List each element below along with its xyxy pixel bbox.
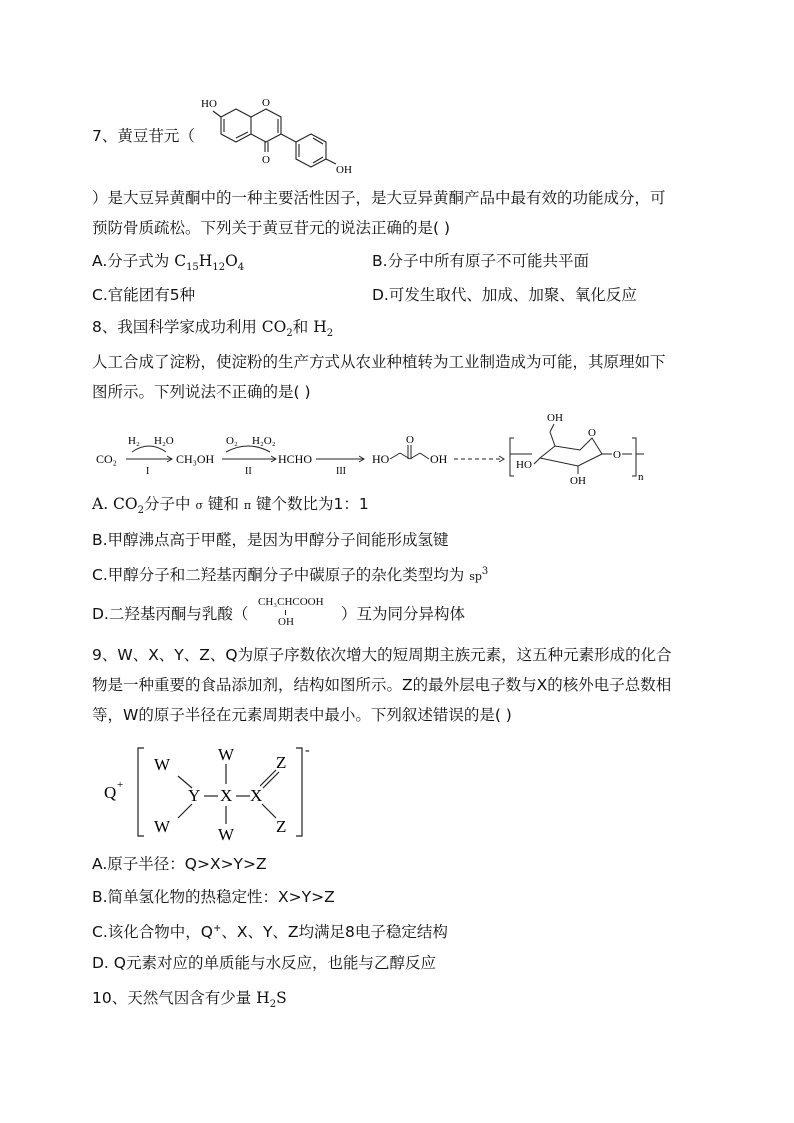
atom-w2: W — [154, 817, 171, 836]
q9-option-b: B.简单氢化物的热稳定性：X>Y>Z — [92, 888, 335, 906]
mol-ho-left: HO — [201, 98, 217, 110]
q8-option-c: C.甲醇分子和二羟基丙酮分子中碳原子的杂化类型均为 $sp^3$ — [92, 566, 489, 585]
scheme-ch3oh: CH₃OH — [176, 452, 215, 466]
q7-text-line2: 预防骨质疏松。下列关于黄豆苷元的说法正确的是( ) — [92, 219, 451, 237]
lactic-acid-formula: CH₃CHCOOH OH — [258, 596, 324, 628]
scheme-link-o: O — [613, 449, 621, 461]
q7-option-a: A.分子式为 $C_{15}H_{12}O_4$ — [92, 252, 245, 274]
atom-x1: X — [220, 786, 233, 805]
scheme-ho-left: HO — [372, 452, 390, 466]
scheme-step3: III — [336, 466, 346, 477]
q8-option-a: A. $CO_2$分子中 σ 键和 π 键个数比为1：1 — [92, 495, 369, 517]
q9-option-c: C.该化合物中，Q+、X、Y、Z均满足8电子稳定结构 — [92, 923, 448, 942]
atom-y: Y — [188, 786, 201, 805]
q9-line1: 9、W、X、Y、Z、Q为原子序数依次增大的短周期主族元素，这五种元素形成的化合 — [92, 646, 672, 664]
q8-line2: 人工合成了淀粉，使淀粉的生产方式从农业种植转为工业制造成为可能，其原理如下 — [92, 353, 666, 371]
scheme-h2o: H₂O — [154, 435, 174, 447]
mol-keto-o: O — [262, 154, 270, 166]
scheme-h2: H₂ — [128, 435, 140, 447]
atom-x2: X — [250, 786, 263, 805]
scheme-hcho: HCHO — [278, 452, 313, 466]
scheme-n: n — [638, 471, 644, 483]
atom-w1: W — [154, 755, 171, 774]
cation-charge: + — [117, 779, 124, 791]
scheme-oh-right: OH — [430, 452, 448, 466]
formula: $C_{15}H_{12}O_4$ — [174, 252, 245, 274]
starch-synthesis-scheme — [92, 408, 712, 488]
scheme-keto-o: O — [406, 434, 414, 446]
q9-structure — [100, 740, 320, 844]
q9-line3: 等，W的原子半径在元素周期表中最小。下列叙述错误的是( ) — [92, 706, 512, 724]
atom-w3: W — [218, 745, 235, 764]
q10-line1: 10、天然气因含有少量 $H_2S$ — [92, 989, 287, 1011]
scheme-step1: I — [146, 466, 150, 477]
q7-option-c: C.官能团有5种 — [92, 286, 196, 304]
mol-oh-right: OH — [336, 164, 352, 176]
q8-option-d: D.二羟基丙酮与乳酸（ — [92, 605, 249, 623]
q9-option-a: A.原子半径：Q>X>Y>Z — [92, 855, 267, 873]
scheme-oh-top: OH — [547, 412, 563, 424]
q7-option-d: D.可发生取代、加成、加聚、氧化反应 — [372, 286, 637, 304]
scheme-o2: O₂ — [226, 435, 238, 447]
daidzein-structure — [196, 92, 386, 184]
q8-option-d-end: ）互为同分异构体 — [341, 605, 466, 623]
q9-option-d: D. Q元素对应的单质能与水反应，也能与乙醇反应 — [92, 954, 436, 972]
cation-q: Q — [104, 783, 117, 802]
q9-line2: 物是一种重要的食品添加剂，结构如图所示。Z的最外层电子数与X的核外电子总数相 — [92, 676, 672, 694]
scheme-co2: CO₂ — [96, 452, 117, 466]
q8-line1: 8、我国科学家成功利用 $CO_2$和 $H_2$ — [92, 318, 334, 340]
q7-text-line1: ）是大豆异黄酮中的一种主要活性因子，是大豆异黄酮产品中最有效的功能成分，可 — [92, 189, 666, 207]
atom-z1: Z — [276, 753, 287, 772]
atom-w4: W — [218, 825, 235, 844]
scheme-step2: II — [245, 466, 252, 477]
scheme-ring-o: O — [588, 427, 596, 439]
scheme-h2o2: H₂O₂ — [252, 435, 276, 447]
anion-charge: - — [305, 743, 310, 758]
atom-z2: Z — [276, 817, 287, 836]
mol-ring-o: O — [262, 97, 270, 109]
scheme-oh-ring: OH — [570, 475, 586, 487]
formula-bond — [285, 610, 286, 615]
q7-option-b: B.分子中所有原子不可能共平面 — [372, 252, 590, 270]
q8-line3: 图所示。下列说法不正确的是( ) — [92, 383, 311, 401]
q8-option-b: B.甲醇沸点高于甲醛，是因为甲醇分子间能形成氢键 — [92, 531, 449, 549]
q7-number: 7、黄豆苷元（ — [92, 127, 195, 145]
scheme-ho-ring: HO — [516, 459, 532, 471]
